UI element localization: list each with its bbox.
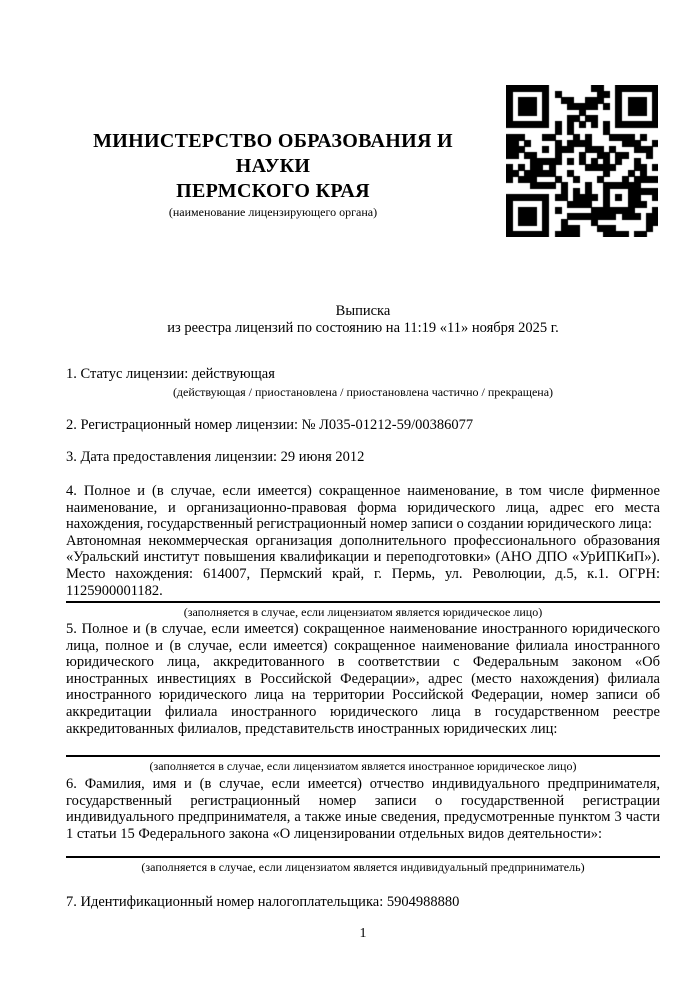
issuing-authority-header (66, 129, 480, 220)
foreign-entity-question: 5. Полное и (в случае, если имеется) сокращенное наименование иностранного юридического лица, полное и (в случае, если имеется) сокращенное наименование филиала иностранного юридического лица, аккредитованного в соответствии с Федеральным законом «Об иностранных инвестициях в Российской Федерации», адрес (место нахождения) филиала иностранного юридического лица на территории Российской Федерации, номер записи об аккредитации филиала иностранного юридического лица в государственном реестре аккредитованных филиалов, представительств иностранных юридических лиц: (66, 621, 660, 737)
license-status-text: 1. Статус лицензии: действующая (66, 366, 275, 382)
authority-caption: (наименование лицензирующего органа) (168, 205, 378, 219)
legal-entity-item (66, 483, 660, 620)
individual-entrepreneur-caption: (заполняется в случае, если лицензиатом является индивидуальный предприниматель) (141, 860, 585, 875)
license-status-options-caption: (действующая / приостановлена / приостановлена частично / прекращена) (172, 384, 554, 399)
license-status-item (66, 366, 660, 400)
legal-entity-question: 4. Полное и (в случае, если имеется) сокращенное наименование, в том числе фирменное наименование, и организационно-правовая форма юридического лица, адрес его места нахождения, государственный регистрационный номер записи о создании юридического лица: (66, 483, 660, 533)
foreign-entity-item (66, 621, 660, 774)
license-date-item (66, 449, 660, 466)
fill-line (66, 856, 660, 858)
document-subtitle: из реестра лицензий по состоянию на 11:19 «11» ноября 2025 г. (167, 319, 559, 336)
legal-entity-caption: (заполняется в случае, если лицензиатом является юридическое лицо) (183, 605, 543, 620)
foreign-entity-caption: (заполняется в случае, если лицензиатом является иностранное юридическое лицо) (149, 759, 577, 774)
license-date-text: 3. Дата предоставления лицензии: 29 июня 2012 (66, 449, 365, 465)
individual-entrepreneur-question: 6. Фамилия, имя и (в случае, если имеется) отчество индивидуального предпринимателя, государственный регистрационный номер записи о государственной регистрации индивидуального предпринимателя, а также иные сведения, предусмотренные пунктом 3 части 1 статьи 15 Федерального закона «О лицензировании отдельных видов деятельности»: (66, 776, 660, 842)
registration-number-item (66, 417, 660, 434)
qr-code (506, 85, 658, 237)
registration-number-text: 2. Регистрационный номер лицензии: № Л035-01212-59/00386077 (66, 417, 474, 433)
taxpayer-number-item (66, 894, 660, 911)
individual-entrepreneur-item (66, 776, 660, 875)
ministry-name-line2: ПЕРМСКОГО КРАЯ (176, 180, 370, 202)
ministry-name-line1: МИНИСТЕРСТВО ОБРАЗОВАНИЯ И НАУКИ (93, 130, 453, 177)
fill-line (66, 601, 660, 603)
fill-line (66, 755, 660, 757)
document-title-block (66, 303, 660, 336)
legal-entity-value: Автономная некоммерческая организация дополнительного профессионального образования «Уральский институт повышения квалификации и переподготовки» (АНО ДПО «УрИПКиП»). Место нахождения: 614007, Пермский край, г. Пермь, ул. Революции, д.5, к.1. ОГРН: 1125900001182. (66, 532, 660, 599)
taxpayer-number-text: 7. Идентификационный номер налогоплательщика: 5904988880 (66, 894, 460, 910)
page-number: 1 (359, 926, 367, 941)
document-title: Выписка (335, 303, 391, 319)
